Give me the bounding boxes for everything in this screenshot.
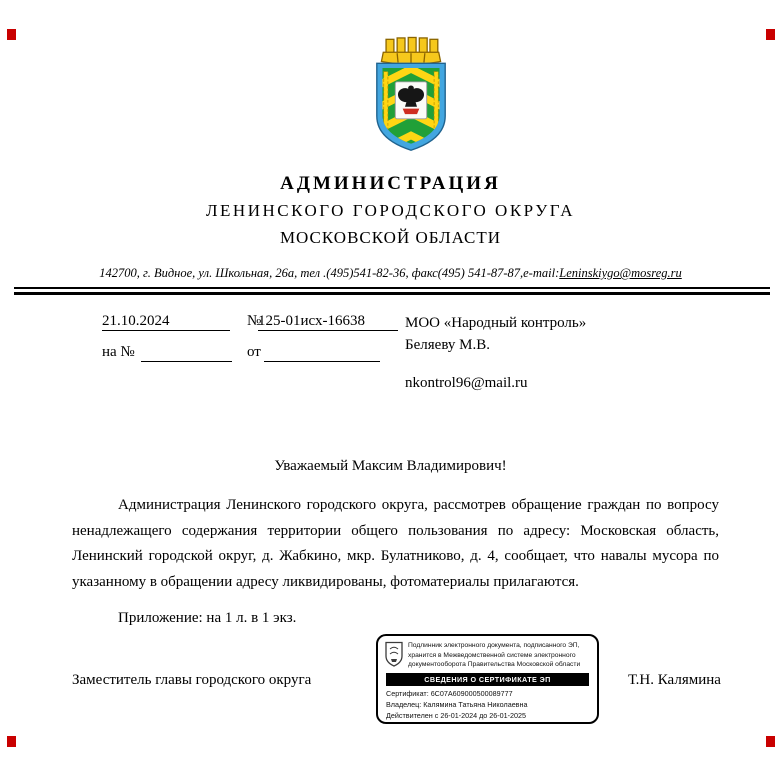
letter-number-symbol: № [247,313,262,329]
contact-text: 142700, г. Видное, ул. Школьная, 26а, тел .(495)541-82-36, факс(495) 541-87-87,e-mail: [99,266,560,280]
stamp-emblem-icon [384,641,404,668]
recipient-person: Беляеву М.В. [405,337,490,353]
attachment-note: Приложение: на 1 л. в 1 экз. [118,610,297,626]
corner-marker [766,736,775,747]
letterhead-divider [14,287,770,295]
contact-email-link[interactable]: Leninskiygo@mosreg.ru [559,266,682,280]
corner-marker [7,736,16,747]
stamp-header-line: документооборота Правительства Московской области [408,661,581,668]
reply-date-label: от [247,344,261,360]
recipient-organization: МОО «Народный контроль» [405,315,587,331]
coat-of-arms-icon [364,31,458,153]
letterhead [0,170,781,251]
stamp-validity: Действителен с 26-01-2024 до 26-01-2025 [386,710,527,720]
reply-number-blank [141,344,232,362]
letter-date: 21.10.2024 [102,313,230,331]
org-name-line1: АДМИНИСТРАЦИЯ [280,173,501,194]
recipient-block [405,312,586,356]
recipient-email: nkontrol96@mail.ru [405,375,528,391]
corner-marker [7,29,16,40]
stamp-header [408,641,580,670]
salutation: Уважаемый Максим Владимирович! [274,458,507,474]
stamp-header-line: Подлинник электронного документа, подписанного ЭП, [408,642,580,649]
corner-marker [766,29,775,40]
body-paragraph: Администрация Ленинского городского округа, рассмотрев обращение граждан по вопросу ненадлежащего содержания территории общего пользования по адресу: Московская область, Ленинский городской округ, д. Жабкино, мкр. Булатниково, д. 4, сообщает, что навалы мусора по указанному в обращении адресу ликвидированы, фотоматериалы прилагаются. [72,497,719,590]
org-name-line3: МОСКОВСКОЙ ОБЛАСТИ [279,228,502,247]
org-name-line2: ЛЕНИНСКОГО ГОРОДСКОГО ОКРУГА [206,201,575,220]
stamp-header-line: хранится в Межведомственной системе электронного [408,651,576,659]
stamp-owner: Владелец: Калямина Татьяна Николаевна [386,699,528,709]
reply-date-blank [264,344,380,362]
letter-number: 125-01исх-16638 [258,313,398,331]
stamp-details [378,686,597,721]
e-signature-stamp [376,634,599,724]
signature-position: Заместитель главы городского округа [72,672,312,688]
stamp-certificate-number: Сертификат: 6C07A609000500089777 [386,689,513,698]
signature-name: Т.Н. Калямина [628,672,721,688]
reply-number-label: на № [102,344,135,360]
contact-line [0,266,781,281]
stamp-certificate-title: СВЕДЕНИЯ О СЕРТИФИКАТЕ ЭП [386,673,589,687]
